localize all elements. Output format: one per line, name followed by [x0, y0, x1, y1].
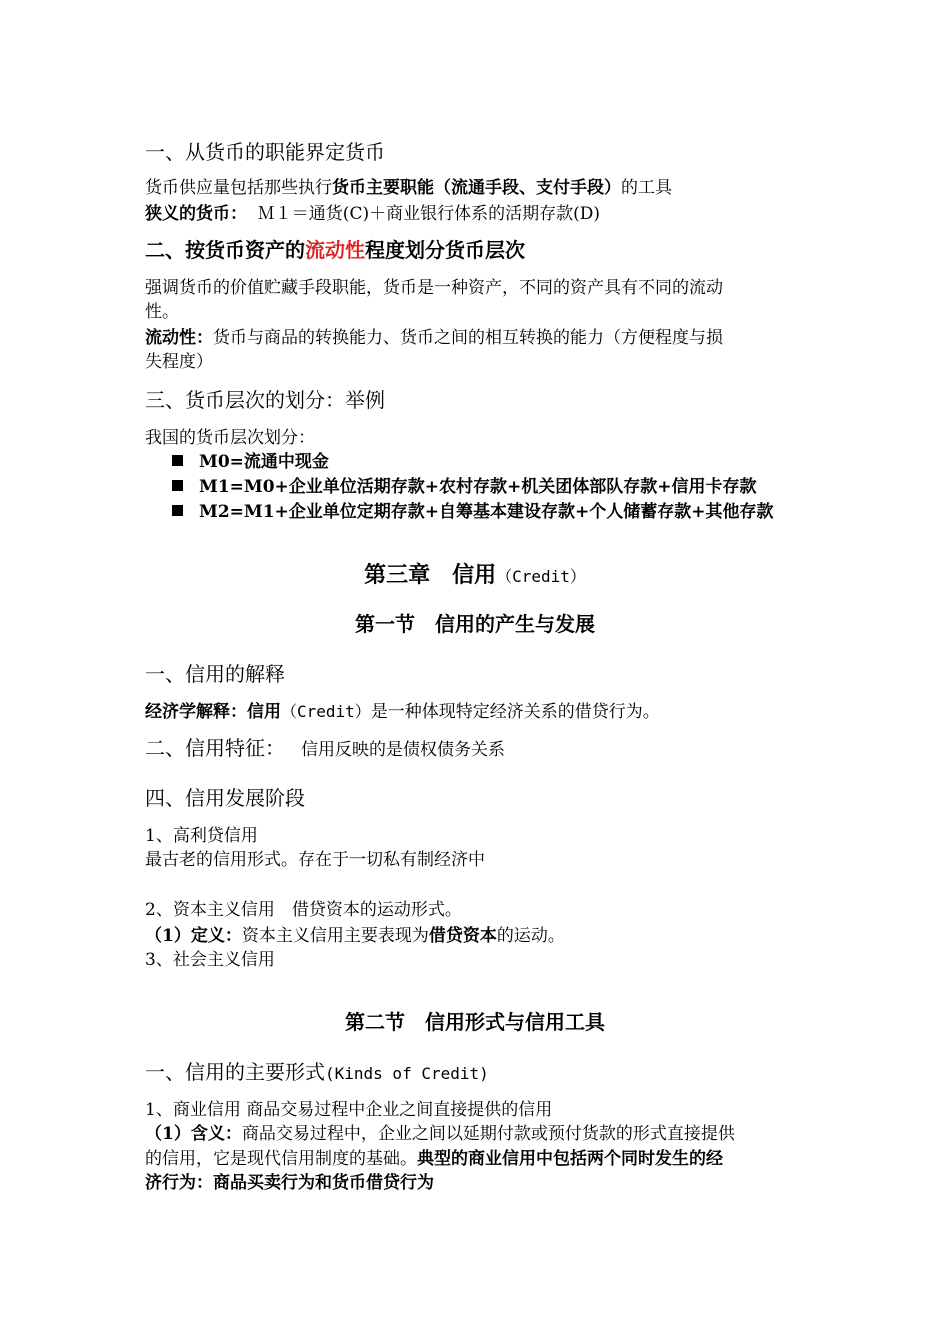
paragraph-stage-1-desc: 最古老的信用形式。存在于一切私有制经济中 [145, 850, 485, 870]
text: 信用反映的是债权债务关系 [301, 740, 505, 760]
text: Ｍ１＝通货(C)＋商业银行体系的活期存款(D) [247, 204, 600, 224]
bold-term: 经济学解释：信用 [145, 702, 281, 722]
bold-term: 借贷资本 [428, 926, 497, 946]
text: 程度划分货币层次 [365, 238, 525, 262]
paragraph-meaning-l2 [145, 1147, 723, 1171]
section-title-2: 第二节 信用形式与信用工具 [345, 1010, 605, 1034]
heading-liquidity [145, 236, 525, 264]
paragraph-liquidity-def-l1 [145, 326, 723, 350]
list-item [172, 500, 774, 524]
list-item-text: M1=M0+企业单位活期存款+农村存款+机关团体部队存款+信用卡存款 [199, 477, 757, 497]
paragraph-meaning-l1 [145, 1122, 735, 1146]
paragraph-narrow-money [145, 202, 600, 226]
bullet-square-icon [172, 505, 183, 516]
bold-text: 典型的商业信用中包括两个同时发生的经 [417, 1149, 723, 1169]
bold-term: 狭义的货币： [145, 204, 247, 224]
section-title-1: 第一节 信用的产生与发展 [355, 612, 595, 636]
bold-term: （1）含义： [145, 1124, 242, 1144]
chapter-title-en: （Credit） [496, 567, 586, 586]
paragraph-store-of-value-l1: 强调货币的价值贮藏手段职能，货币是一种资产，不同的资产具有不同的流动 [145, 278, 723, 298]
chapter-title-text: 第三章 信用 [364, 562, 497, 588]
heading-credit-explanation: 一、信用的解释 [145, 662, 285, 686]
paragraph-money-supply [145, 176, 672, 200]
bold-term: （1）定义： [145, 926, 242, 946]
text: 货币供应量包括那些执行 [145, 178, 332, 198]
list-item-stage-2: 2、资本主义信用 借贷资本的运动形式。 [145, 900, 462, 920]
highlight-term: 流动性 [305, 238, 365, 262]
list-item-stage-1: 1、高利贷信用 [145, 826, 258, 846]
text: 货币与商品的转换能力、货币之间的相互转换的能力（方便程度与损 [213, 328, 723, 348]
chapter-title [0, 560, 950, 592]
text: 商品交易过程中，企业之间以延期付款或预付货款的形式直接提供 [241, 1124, 735, 1144]
text: 一、信用的主要形式 [145, 1060, 325, 1084]
text: 的运动。 [496, 926, 565, 946]
text: 的工具 [621, 178, 672, 198]
paragraph-china-levels: 我国的货币层次划分： [145, 428, 315, 448]
latin-text: (Kinds of Credit) [325, 1064, 489, 1083]
text: 二、信用特征： [145, 736, 285, 760]
bullet-square-icon [172, 480, 183, 491]
list-item [172, 475, 757, 499]
paragraph-store-of-value-l2: 性。 [145, 302, 179, 322]
list-item-text: M0=流通中现金 [199, 452, 329, 472]
paragraph-stage-2-def [145, 924, 565, 948]
heading-money-function: 一、从货币的职能界定货币 [145, 140, 385, 164]
heading-credit-features [145, 734, 505, 764]
paragraph-meaning-l3: 济行为：商品买卖行为和货币借贷行为 [145, 1173, 434, 1193]
paragraph-credit-definition [145, 700, 660, 724]
paragraph-liquidity-def-l2: 失程度） [145, 352, 213, 372]
text: 资本主义信用主要表现为 [241, 926, 429, 946]
bullet-square-icon [172, 455, 183, 466]
list-item [172, 450, 329, 474]
text: 的信用，它是现代信用制度的基础。 [145, 1149, 417, 1169]
heading-money-levels: 三、货币层次的划分：举例 [145, 388, 385, 412]
text: 是一种体现特定经济关系的借贷行为。 [370, 702, 660, 722]
heading-credit-forms [145, 1058, 489, 1088]
list-item-stage-3: 3、社会主义信用 [145, 950, 275, 970]
bold-term: 流动性： [145, 328, 213, 348]
latin-text: （Credit） [281, 702, 371, 721]
bold-text: 货币主要职能（流通手段、支付手段） [332, 178, 621, 198]
list-item-commercial-credit: 1、商业信用 商品交易过程中企业之间直接提供的信用 [145, 1100, 553, 1120]
heading-credit-stages: 四、信用发展阶段 [145, 786, 305, 810]
list-item-text: M2=M1+企业单位定期存款+自筹基本建设存款+个人储蓄存款+其他存款 [199, 502, 774, 522]
text: 二、按货币资产的 [145, 238, 305, 262]
